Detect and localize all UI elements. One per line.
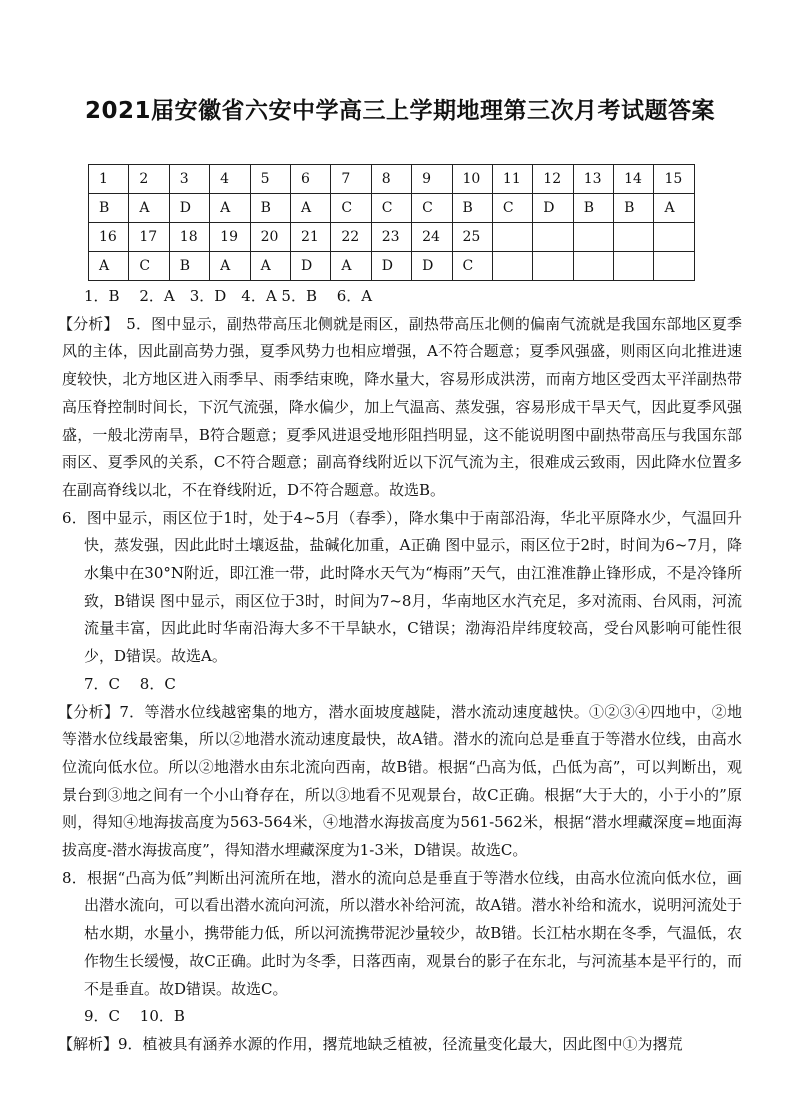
answers-7-8: 7．C 8．C — [84, 674, 176, 693]
answer-table-cell: D — [290, 252, 330, 281]
answer-table-cell — [492, 252, 532, 281]
answer-table-cell: 6 — [290, 165, 330, 194]
answer-table-cell: 7 — [331, 165, 371, 194]
answer-table-cell — [614, 223, 654, 252]
analysis-6: 6．图中显示，雨区位于1时，处于4~5月（春季），降水集中于南部沿海，华北平原降水少，气温回升快，蒸发强，因此此时土壤返盐，盐碱化加重，A正确 图中显示，雨区位于2时，时间为6~7月，降水集中在30°N附近，即江淮一带，此时降水天气为“梅雨”天气，由江淮准静止锋形成，不是冷锋所致，B错误 图中显示，雨区位于3时，时间为7~8月，华南地区水汽充足，多对流雨、台风雨，河流流量丰富，因此此时华南沿海大多不干旱缺水，C错误；渤海沿岸纬度较高，受台风影响可能性很少，D错误。故选A。 — [62, 508, 742, 666]
answer-table-cell: C — [129, 252, 169, 281]
answer-table-cell — [654, 252, 694, 281]
answer-table-row — [89, 194, 695, 223]
answer-table-cell: 23 — [371, 223, 411, 252]
answer-table-cell: A — [210, 252, 250, 281]
answer-table-cell: A — [210, 194, 250, 223]
answer-table-cell — [533, 252, 573, 281]
answer-table-cell: 24 — [412, 223, 452, 252]
answer-table-cell — [492, 223, 532, 252]
answer-table-cell: 16 — [89, 223, 129, 252]
answer-table-cell: B — [573, 194, 613, 223]
answer-table-cell: C — [331, 194, 371, 223]
answer-table-row — [89, 223, 695, 252]
answer-table-cell: C — [452, 252, 492, 281]
answers-9-10: 9．C 10．B — [84, 1007, 185, 1026]
answer-table-cell: C — [492, 194, 532, 223]
answer-table-cell: 25 — [452, 223, 492, 252]
answer-table-cell: 3 — [169, 165, 209, 194]
answer-table-cell: C — [371, 194, 411, 223]
answers-1-6: 1．B 2．A 3．D 4．A 5．B 6．A — [84, 287, 373, 305]
answer-table-cell: D — [169, 194, 209, 223]
answer-table-cell: 15 — [654, 165, 694, 194]
answer-table-cell: 1 — [89, 165, 129, 194]
answer-table-cell: 21 — [290, 223, 330, 252]
answer-table-cell: D — [371, 252, 411, 281]
answer-table-cell: 11 — [492, 165, 532, 194]
answer-table-cell: D — [412, 252, 452, 281]
analysis-8: 8．根据“凸高为低”判断出河流所在地，潜水的流向总是垂直于等潜水位线，由高水位流向低水位，画出潜水流向，可以看出潜水流向河流，所以潜水补给河流，故A错。潜水补给和流水，说明河流处于枯水期，水量小，携带能力低，所以河流携带泥沙量较少，故B错。长江枯水期在冬季，气温低，农作物生长缓慢，故C正确。此时为冬季，日落西南，观景台的影子在东北，与河流基本是平行的，而不是垂直。故D错误。故选C。 — [62, 868, 742, 998]
answer-table-cell: A — [331, 252, 371, 281]
answer-table-cell: B — [614, 194, 654, 223]
answer-table-cell: 10 — [452, 165, 492, 194]
analysis-7: 【分析】7．等潜水位线越密集的地方，潜水面坡度越陡，潜水流动速度越快。①②③④四地中，②地等潜水位线最密集，所以②地潜水流动速度最快，故A错。潜水的流向总是垂直于等潜水位线，由高水位流向低水位。所以②地潜水由东北流向西南，故B错。根据“凸高为低，凸低为高”，可以判断出，观景台到③地之间有一个小山脊存在，所以③地看不见观景台，故C正确。根据“大于大的，小于小的”原则，得知④地海拔高度为563-564米，④地潜水海拔高度为561-562米，根据“潜水埋藏深度=地面海拔高度-潜水海拔高度”，得知潜水埋藏深度为1-3米，D错误。故选C。 — [58, 702, 742, 860]
answer-table-cell: A — [654, 194, 694, 223]
analysis-5: 【分析】 5．图中显示，副热带高压北侧就是雨区，副热带高压北侧的偏南气流就是我国东部地区夏季风的主体，因此副高势力强，夏季风势力也相应增强，A不符合题意；夏季风强盛，则雨区向北推进速度较快，北方地区进入雨季早、雨季结束晚，降水量大，容易形成洪涝，而南方地区受西太平洋副热带高压脊控制时间长，下沉气流强，降水偏少，加上气温高、蒸发强，容易形成干旱天气，因此夏季风强盛，一般北涝南旱，B符合题意；夏季风进退受地形阻挡明显，这不能说明图中副热带高压与我国东部雨区、夏季风的关系，C不符合题意；副高脊线附近以下沉气流为主，很难成云致雨，因此降水位置多在副高脊线以北，不在脊线附近，D不符合题意。故选B。 — [58, 314, 742, 499]
answer-table-cell: 13 — [573, 165, 613, 194]
answer-table-cell — [573, 252, 613, 281]
answer-table — [88, 164, 695, 281]
answer-table-cell: B — [169, 252, 209, 281]
answer-table-row — [89, 165, 695, 194]
answer-table-cell — [614, 252, 654, 281]
answer-table-cell: B — [250, 194, 290, 223]
answer-table-cell: 8 — [371, 165, 411, 194]
document-title: 2021届安徽省六安中学高三上学期地理第三次月考试题答案 — [84, 98, 715, 124]
answer-table-cell: 22 — [331, 223, 371, 252]
answer-table-cell: A — [129, 194, 169, 223]
analysis-9: 【解析】9．植被具有涵养水源的作用，撂荒地缺乏植被，径流量变化最大，因此图中①为撂荒 — [58, 1034, 683, 1053]
answer-table-cell: 5 — [250, 165, 290, 194]
answer-table-cell: 4 — [210, 165, 250, 194]
answer-table-cell: 19 — [210, 223, 250, 252]
answer-table-cell: 9 — [412, 165, 452, 194]
answer-table-cell: 20 — [250, 223, 290, 252]
answer-table-cell: 2 — [129, 165, 169, 194]
answer-table-cell — [573, 223, 613, 252]
answer-table-row — [89, 252, 695, 281]
answer-table-cell: D — [533, 194, 573, 223]
answer-table-cell: A — [89, 252, 129, 281]
answer-table-cell: B — [452, 194, 492, 223]
answer-table-cell: 18 — [169, 223, 209, 252]
answer-table-cell: 12 — [533, 165, 573, 194]
answer-table-cell: 17 — [129, 223, 169, 252]
answer-table-cell: B — [89, 194, 129, 223]
document-body — [58, 283, 742, 1059]
answer-table-cell — [533, 223, 573, 252]
answer-table-cell — [654, 223, 694, 252]
answer-table-cell: C — [412, 194, 452, 223]
answer-table-cell: 14 — [614, 165, 654, 194]
answer-table-cell: A — [250, 252, 290, 281]
answer-table-cell: A — [290, 194, 330, 223]
